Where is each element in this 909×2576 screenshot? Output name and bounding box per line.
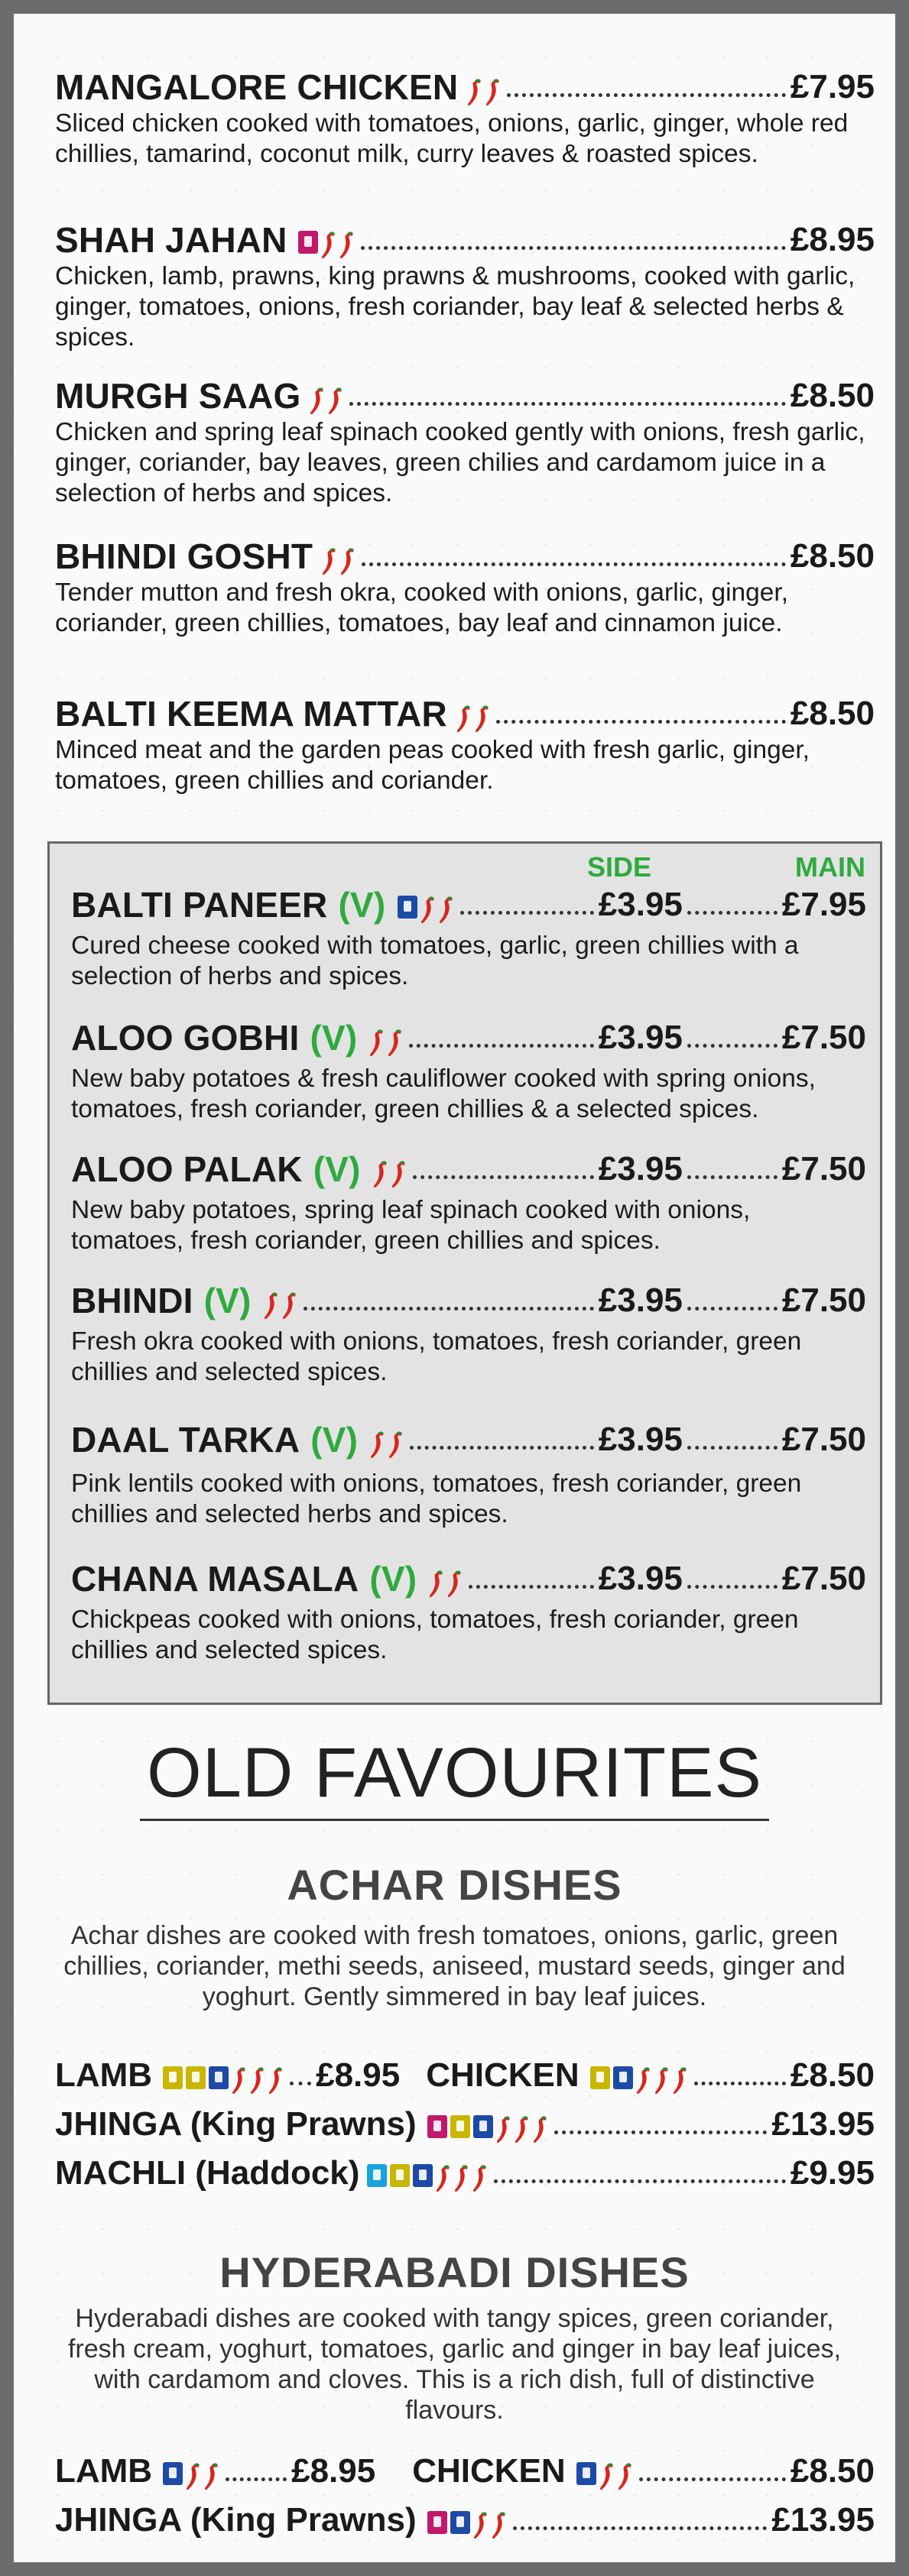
dairy-allergen-icon bbox=[450, 2511, 470, 2534]
egg-allergen-icon bbox=[163, 2066, 183, 2089]
dish-description: Minced meat and the garden peas cooked with fresh garlic, ginger, tomatoes, green chillies and coriander. bbox=[55, 736, 810, 795]
main-price: £7.50 bbox=[781, 1282, 866, 1319]
veg-list bbox=[71, 885, 866, 1674]
leader-dots bbox=[226, 2477, 287, 2481]
dish-description: New baby potatoes & fresh cauliflower cooked with spring onions, tomatoes, fresh coriander, green chillies & a selected spices. bbox=[71, 1064, 816, 1123]
dish-price: £8.50 bbox=[790, 377, 875, 414]
hyderabadi-row bbox=[55, 2491, 875, 2540]
dish-name: JHINGA (King Prawns) bbox=[55, 2105, 417, 2143]
dish-list bbox=[55, 67, 875, 808]
dish-name: SHAH JAHAN bbox=[55, 220, 287, 260]
veg-dish-item bbox=[71, 1149, 866, 1281]
dish-name: BALTI KEEMA MATTAR bbox=[55, 694, 447, 734]
section-title: OLD FAVOURITES bbox=[147, 1734, 762, 1812]
dish-price: £8.50 bbox=[790, 537, 875, 575]
veg-tag: (V) bbox=[310, 1018, 358, 1058]
dish-price: £8.95 bbox=[790, 221, 875, 258]
leader-dots bbox=[687, 1175, 778, 1179]
chili-icon bbox=[598, 2462, 635, 2491]
leader-dots bbox=[494, 2179, 785, 2183]
prawn-allergen-icon bbox=[298, 231, 318, 254]
dish-price: £8.50 bbox=[790, 695, 875, 732]
dish-name: CHANA MASALA bbox=[71, 1559, 359, 1599]
leader-dots bbox=[304, 1307, 594, 1311]
dish-price: £13.95 bbox=[771, 2105, 875, 2143]
chili-icon bbox=[184, 2462, 221, 2491]
leader-dots bbox=[349, 402, 785, 406]
dish-item bbox=[55, 536, 875, 694]
dish-name: CHICKEN bbox=[412, 2452, 566, 2490]
leader-dots bbox=[513, 2526, 768, 2530]
chili-icon bbox=[434, 2164, 489, 2193]
subsection-intro: Hyderabadi dishes are cooked with tangy spices, green coriander, fresh cream, yoghurt, tomatoes, garlic and ginger in bay leaf juices, with cardamom and cloves. This is a rich dish, full of distinctive flavours. bbox=[67, 2304, 842, 2425]
chili-icon bbox=[427, 1570, 464, 1599]
leader-dots bbox=[687, 1044, 778, 1048]
dish-price: £8.95 bbox=[316, 2056, 401, 2094]
dish-item bbox=[55, 694, 875, 808]
dish-name: BALTI PANEER bbox=[71, 885, 328, 925]
dairy-allergen-icon bbox=[576, 2462, 596, 2485]
vegetarian-box bbox=[47, 841, 882, 1705]
dish-name: CHICKEN bbox=[426, 2056, 579, 2094]
dish-item bbox=[55, 376, 875, 536]
side-price: £3.95 bbox=[598, 1282, 683, 1319]
chili-icon bbox=[372, 1160, 408, 1189]
dish-name: JHINGA (King Prawns) bbox=[55, 2501, 417, 2539]
side-column-header: SIDE bbox=[587, 851, 652, 883]
leader-dots bbox=[687, 1446, 778, 1450]
prawn-allergen-icon bbox=[427, 2511, 447, 2534]
main-column-header: MAIN bbox=[795, 851, 865, 883]
veg-tag: (V) bbox=[203, 1281, 252, 1320]
side-price: £3.95 bbox=[598, 1560, 683, 1597]
side-price: £3.95 bbox=[598, 886, 683, 923]
dish-description: Tender mutton and fresh okra, cooked with onions, garlic, ginger, coriander, green chillies, tomatoes, bay leaf and cinnamon juice. bbox=[55, 578, 789, 637]
dish-name: BHINDI bbox=[71, 1281, 193, 1320]
chili-icon bbox=[320, 547, 357, 576]
prawn-allergen-icon bbox=[427, 2115, 447, 2138]
leader-dots bbox=[687, 1307, 778, 1311]
dish-name: MURGH SAAG bbox=[55, 376, 301, 416]
old-favourites-section bbox=[14, 1735, 895, 1811]
chili-icon bbox=[455, 705, 492, 734]
leader-dots bbox=[687, 911, 778, 915]
veg-tag: (V) bbox=[338, 885, 386, 925]
dish-description: Chicken, lamb, prawns, king prawns & mushrooms, cooked with garlic, ginger, tomatoes, onions, fresh coriander, bay leaf & selected herbs & spices. bbox=[55, 262, 855, 352]
main-price: £7.50 bbox=[781, 1150, 866, 1188]
dish-description: Pink lentils cooked with onions, tomatoes, fresh coriander, green chillies and selected herbs and spices. bbox=[71, 1469, 802, 1528]
leader-dots bbox=[410, 1446, 594, 1450]
leader-dots bbox=[687, 1585, 778, 1589]
main-price: £7.50 bbox=[781, 1421, 866, 1458]
hyderabadi-section bbox=[14, 2248, 895, 2425]
title-underline bbox=[140, 1819, 769, 1821]
leader-dots bbox=[460, 911, 593, 915]
mustard-allergen-icon bbox=[590, 2066, 610, 2089]
dish-item bbox=[55, 220, 875, 376]
achar-prices bbox=[55, 2046, 875, 2193]
leader-dots bbox=[694, 2082, 786, 2085]
subsection-intro: Achar dishes are cooked with fresh tomatoes, onions, garlic, green chillies, coriander, methi seeds, aniseed, mustard seeds, ginger and yoghurt. Gently simmered in bay leaf juices. bbox=[63, 1921, 846, 2011]
chili-icon bbox=[635, 2066, 690, 2095]
dish-name: MACHLI (Haddock) bbox=[55, 2154, 360, 2192]
dairy-allergen-icon bbox=[413, 2164, 433, 2187]
achar-row bbox=[55, 2095, 875, 2144]
veg-dish-item bbox=[71, 885, 866, 1018]
veg-dish-item bbox=[71, 1018, 866, 1149]
dish-name: ALOO GOBHI bbox=[71, 1018, 300, 1058]
dish-price: £8.50 bbox=[790, 2452, 875, 2490]
dish-description: Cured cheese cooked with tomatoes, garlic, green chillies with a selection of herbs and spices. bbox=[71, 932, 799, 990]
dish-name: BHINDI GOSHT bbox=[55, 536, 313, 576]
leader-dots bbox=[413, 1175, 594, 1179]
chili-icon bbox=[262, 1291, 299, 1320]
side-price: £3.95 bbox=[598, 1421, 683, 1458]
veg-tag: (V) bbox=[310, 1420, 359, 1460]
chili-icon bbox=[368, 1431, 405, 1460]
chili-icon bbox=[466, 78, 502, 107]
leader-dots bbox=[496, 720, 786, 724]
leader-dots bbox=[290, 2082, 311, 2085]
dish-description: Chicken and spring leaf spinach cooked gently with onions, fresh garlic, ginger, coriander, bay leaves, green chilies and cardamom juice in a selection of herbs and spices. bbox=[55, 418, 865, 507]
leader-dots bbox=[469, 1585, 594, 1589]
chili-icon bbox=[495, 2115, 550, 2144]
dairy-allergen-icon bbox=[209, 2066, 229, 2089]
achar-row bbox=[55, 2046, 875, 2095]
menu-page bbox=[14, 14, 895, 2562]
veg-tag: (V) bbox=[369, 1559, 417, 1599]
dish-name: MANGALORE CHICKEN bbox=[55, 67, 459, 107]
subsection-title: HYDERABADI DISHES bbox=[219, 2248, 690, 2296]
dish-description: New baby potatoes, spring leaf spinach cooked with onions, tomatoes, fresh coriander, green chillies and spices. bbox=[71, 1196, 751, 1255]
veg-dish-item bbox=[71, 1281, 866, 1420]
chili-icon bbox=[419, 896, 456, 925]
dish-name: LAMB bbox=[55, 2056, 153, 2094]
main-price: £7.50 bbox=[781, 1560, 866, 1597]
chili-icon bbox=[320, 231, 356, 260]
dairy-allergen-icon bbox=[613, 2066, 633, 2089]
dish-price: £9.95 bbox=[790, 2154, 875, 2192]
hyderabadi-row bbox=[55, 2442, 875, 2491]
mustard-allergen-icon bbox=[450, 2115, 470, 2138]
dish-price: £7.95 bbox=[790, 68, 875, 105]
veg-tag: (V) bbox=[313, 1149, 361, 1189]
dish-name: LAMB bbox=[55, 2452, 153, 2490]
achar-section bbox=[14, 1861, 895, 2012]
mustard-allergen-icon bbox=[186, 2066, 206, 2089]
leader-dots bbox=[409, 1044, 593, 1048]
chili-icon bbox=[230, 2066, 285, 2095]
main-price: £7.95 bbox=[781, 886, 866, 923]
leader-dots bbox=[507, 93, 786, 97]
dairy-allergen-icon bbox=[398, 896, 417, 919]
dairy-allergen-icon bbox=[163, 2462, 183, 2485]
side-price: £3.95 bbox=[598, 1019, 683, 1056]
dish-price: £8.95 bbox=[291, 2452, 376, 2490]
chili-icon bbox=[308, 387, 345, 416]
chili-icon bbox=[472, 2511, 508, 2540]
veg-dish-item bbox=[71, 1420, 866, 1559]
main-price: £7.50 bbox=[781, 1019, 866, 1056]
fish-allergen-icon bbox=[367, 2164, 387, 2187]
leader-dots bbox=[361, 246, 786, 250]
subsection-title: ACHAR DISHES bbox=[287, 1861, 622, 1909]
leader-dots bbox=[639, 2477, 786, 2481]
dish-price: £13.95 bbox=[771, 2501, 875, 2539]
dish-name: DAAL TARKA bbox=[71, 1420, 300, 1460]
mustard-allergen-icon bbox=[390, 2164, 410, 2187]
dish-description: Chickpeas cooked with onions, tomatoes, fresh coriander, green chillies and selected spices. bbox=[71, 1606, 799, 1664]
hyderabadi-prices bbox=[55, 2442, 875, 2540]
side-price: £3.95 bbox=[598, 1150, 683, 1188]
dish-price: £8.50 bbox=[790, 2056, 875, 2094]
leader-dots bbox=[362, 562, 786, 566]
chili-icon bbox=[368, 1029, 404, 1058]
dish-name: ALOO PALAK bbox=[71, 1149, 303, 1189]
veg-dish-item bbox=[71, 1559, 866, 1674]
dish-item bbox=[55, 67, 875, 220]
dairy-allergen-icon bbox=[473, 2115, 493, 2138]
achar-row bbox=[55, 2144, 875, 2193]
leader-dots bbox=[554, 2130, 768, 2134]
dish-description: Sliced chicken cooked with tomatoes, onions, garlic, ginger, whole red chillies, tamarind, coconut milk, curry leaves & roasted spices. bbox=[55, 109, 849, 168]
dish-description: Fresh okra cooked with onions, tomatoes, fresh coriander, green chillies and selected spices. bbox=[71, 1327, 802, 1386]
